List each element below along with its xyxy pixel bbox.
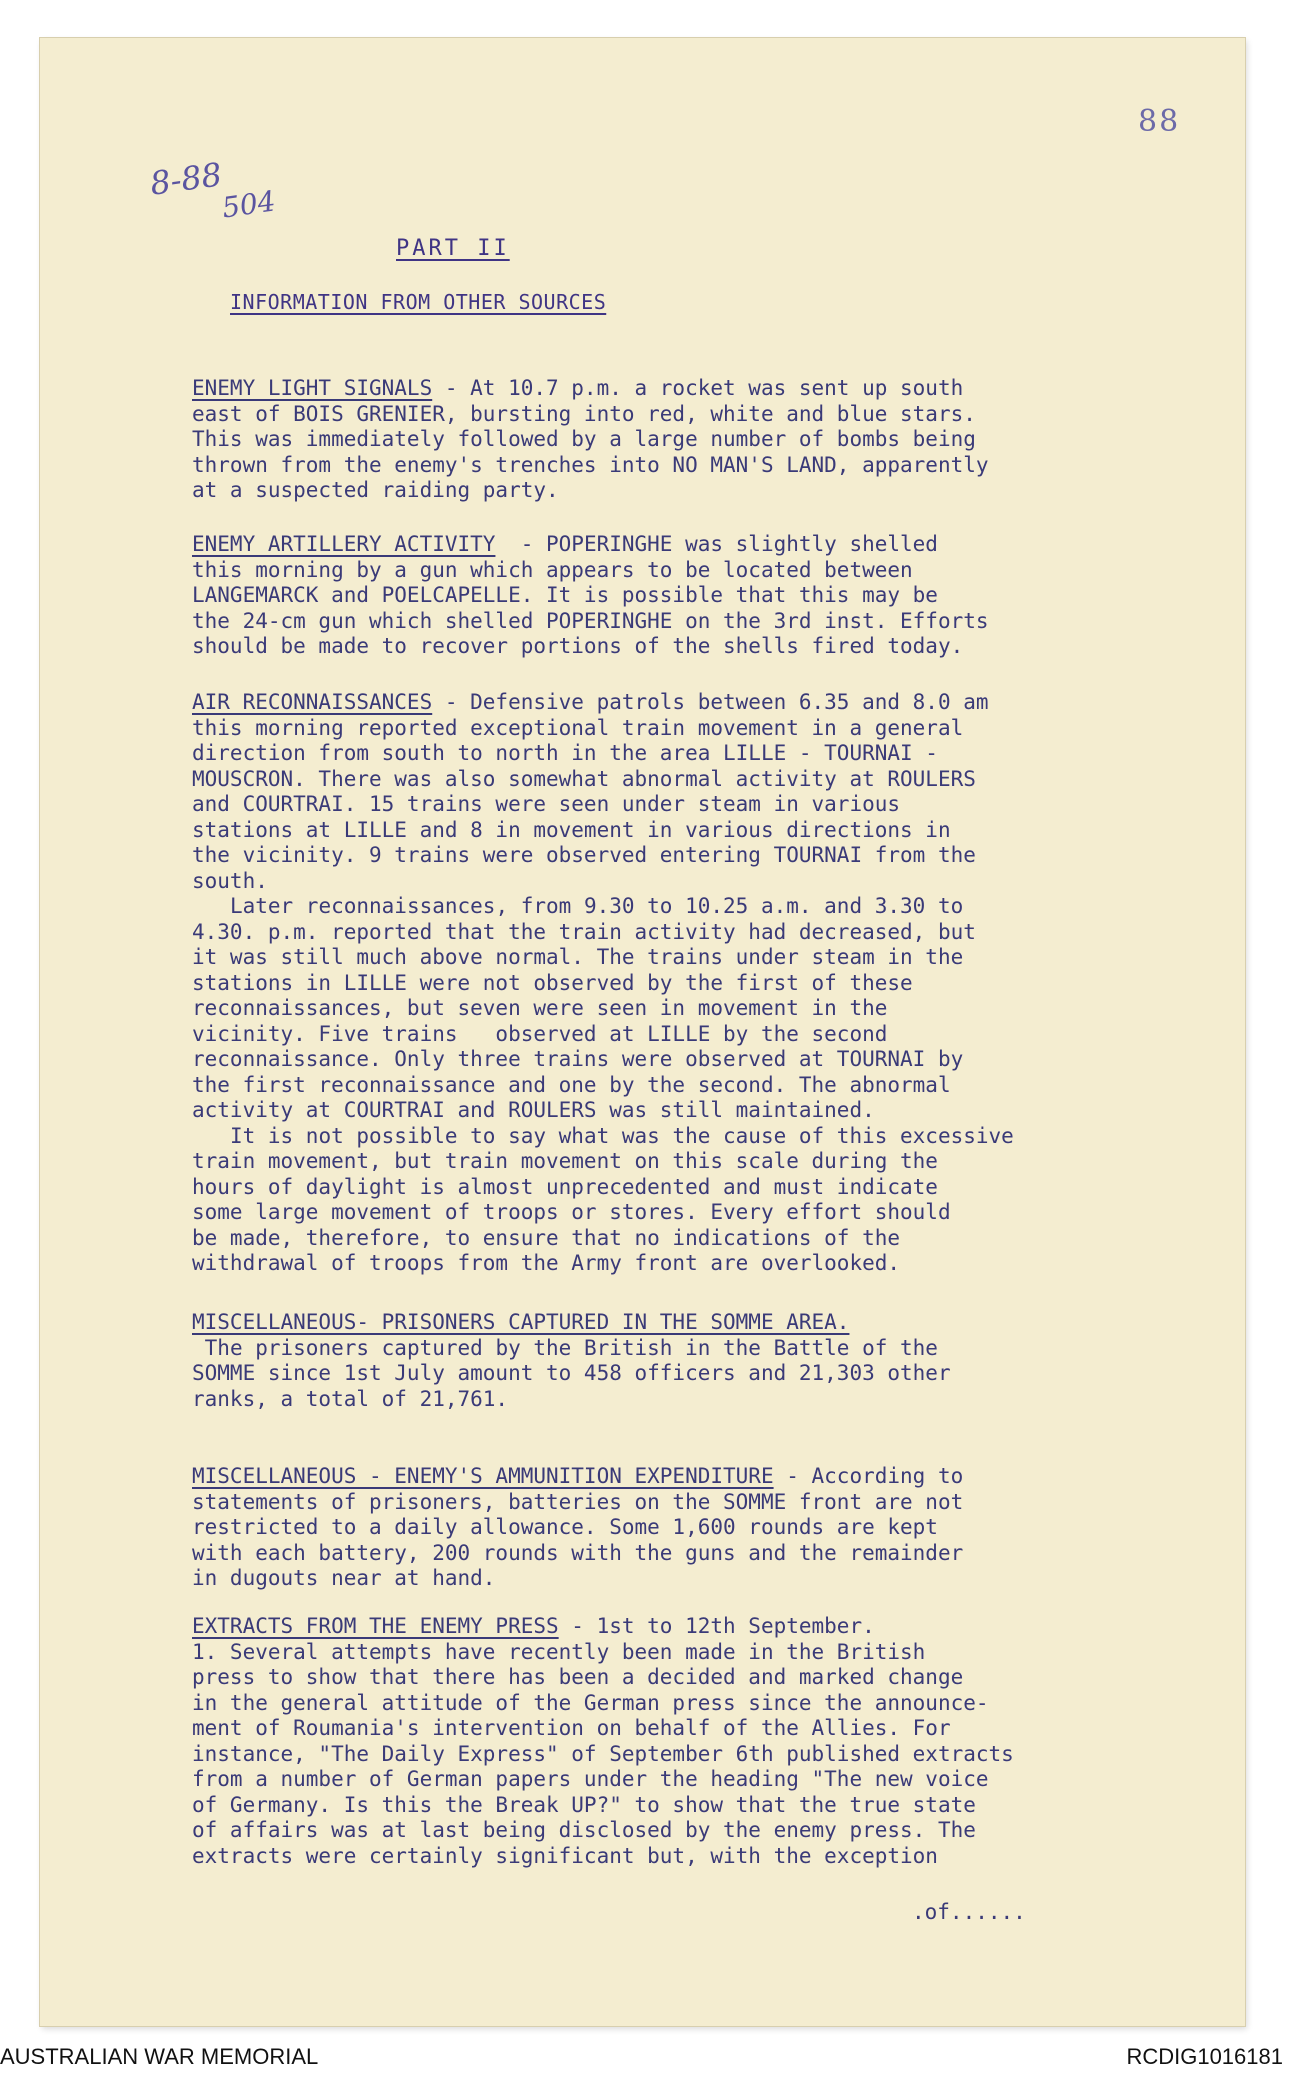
section-enemy-light-signals [192, 376, 1182, 504]
section-enemy-artillery-activity [192, 532, 1182, 660]
footer-record-id: RCDIG1016181 [1126, 2044, 1283, 2069]
section-label: EXTRACTS FROM THE ENEMY PRESS [192, 1614, 559, 1638]
section-air-reconnaissances [192, 690, 1182, 1277]
section-ammunition-expenditure [192, 1464, 1182, 1592]
continuation-marker: .of...... [912, 1900, 1026, 1924]
document-title: PART II [396, 236, 510, 261]
section-text: - Defensive patrols between 6.35 and 8.0 am this morning reported exceptional train movement in a general direction from south to north in the area LILLE - TOURNAI - MOUSCRON. There was also somewhat abnormal activity at ROULERS and COURTRAI. 15 trains were seen under steam in various stations at LILLE and 8 in movement in various directions in the vicinity. 9 trains were observed entering TOURNAI from the south. Later reconnaissances, from 9.30 to 10.25 a.m. and 3.30 to 4.30. p.m. reported that the train activity had decreased, but it was still much above normal. The trains under steam in the stations in LILLE were not observed by the first of these reconnaissances, but seven were seen in movement in the vicinity. Five trains observed at LILLE by the second reconnaissance. Only three trains were observed at TOURNAI by the first reconnaissance and one by the second. The abnormal activity at COURTRAI and ROULERS was still maintained. It is not possible to say what was the cause of this excessive train movement, but train movement on this scale during the hours of daylight is almost unprecedented and must indicate some large movement of troops or stores. Every effort should be made, therefore, to ensure that no indications of the withdrawal of troops from the Army front are overlooked. [192, 690, 1014, 1275]
section-label: ENEMY ARTILLERY ACTIVITY [192, 532, 496, 556]
section-label: ENEMY LIGHT SIGNALS [192, 376, 433, 400]
section-label: MISCELLANEOUS- PRISONERS CAPTURED IN THE SOMME AREA. [192, 1310, 850, 1334]
section-text: - According to statements of prisoners, batteries on the SOMME front are not restricted to a daily allowance. Some 1,600 rounds are kept with each battery, 200 rounds with the guns and the remainder in dugouts near at hand. [192, 1464, 964, 1590]
section-enemy-press-extracts [192, 1614, 1182, 1869]
section-text: - POPERINGHE was slightly shelled this morning by a gun which appears to be located between LANGEMARCK and POELCAPELLE. It is possible that this may be the 24-cm gun which shelled POPERINGHE on the 3rd inst. Efforts should be made to recover portions of the shells fired today. [192, 532, 989, 658]
handwritten-folio: 504 [219, 184, 278, 225]
section-text: - At 10.7 p.m. a rocket was sent up south east of BOIS GRENIER, bursting into red, white and blue stars. This was immediately followed by a large number of bombs being thrown from the enemy's trenches into NO MAN'S LAND, apparently at a suspected raiding party. [192, 376, 989, 502]
handwritten-reference: 8-88 [147, 155, 225, 203]
footer-source: AUSTRALIAN WAR MEMORIAL [0, 2044, 319, 2069]
section-label: AIR RECONNAISSANCES [192, 690, 433, 714]
section-label: MISCELLANEOUS - ENEMY'S AMMUNITION EXPENDITURE [192, 1464, 774, 1488]
section-prisoners-captured [192, 1310, 1182, 1412]
document-subtitle: INFORMATION FROM OTHER SOURCES [230, 290, 607, 314]
section-text: - 1st to 12th September. 1. Several attempts have recently been made in the British press to show that there has been a decided and marked change in the general attitude of the German press since the announce- ment of Roumania's intervention on behalf of the Allies. For instance, "The Daily Express" of September 6th published extracts from a number of German papers under the heading "The new voice of Germany. Is this the Break UP?" to show that the true state of affairs was at last being disclosed by the enemy press. The extracts were certainly significant but, with the exception [192, 1614, 1014, 1868]
section-text: The prisoners captured by the British in the Battle of the SOMME since 1st July amount to 458 officers and 21,303 other ranks, a total of 21,761. [192, 1335, 951, 1411]
page-number: 88 [1138, 104, 1181, 139]
